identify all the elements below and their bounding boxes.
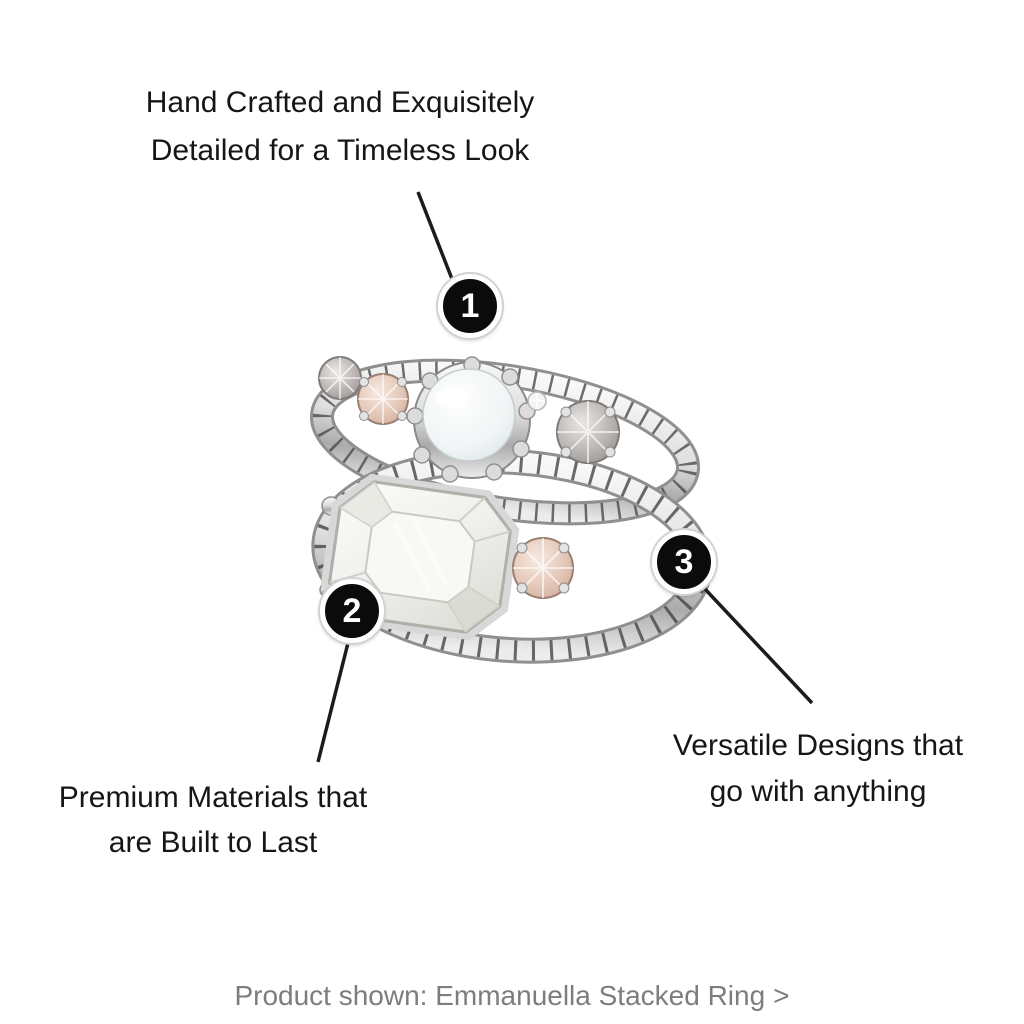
badge-number: 2 bbox=[342, 591, 362, 630]
feature-line: Versatile Designs that bbox=[672, 729, 964, 762]
side-crystal-gray-left bbox=[319, 357, 361, 399]
side-crystal-champagne-left bbox=[358, 374, 408, 424]
feature-text-versatile-designs bbox=[608, 723, 1024, 815]
pearl-stone bbox=[423, 369, 515, 461]
callout-badge-2 bbox=[320, 579, 384, 643]
champagne-crystal-bottom bbox=[513, 538, 573, 598]
callout-badge-3 bbox=[652, 530, 716, 594]
side-crystal-gray-right bbox=[557, 401, 619, 463]
callout-badge-1 bbox=[438, 274, 502, 338]
feature-line: are Built to Last bbox=[108, 826, 318, 859]
feature-line: Detailed for a Timeless Look bbox=[150, 134, 530, 167]
badge-number: 1 bbox=[460, 286, 480, 325]
feature-text-premium-materials bbox=[3, 775, 423, 865]
badge-number: 3 bbox=[674, 542, 694, 581]
leader-line-1 bbox=[418, 192, 452, 279]
feature-text-handcrafted bbox=[120, 79, 560, 175]
feature-line: Premium Materials that bbox=[58, 781, 368, 814]
leader-line-2 bbox=[318, 643, 348, 762]
feature-line: go with anything bbox=[709, 775, 927, 808]
sparkle-crystal bbox=[528, 392, 546, 410]
product-link[interactable] bbox=[0, 981, 1024, 1011]
leader-line-3 bbox=[705, 589, 812, 703]
feature-line: Hand Crafted and Exquisitely bbox=[145, 86, 535, 119]
chevron-right-icon[interactable]: > bbox=[773, 980, 790, 1011]
product-link-label[interactable]: Product shown: Emmanuella Stacked Ring bbox=[234, 980, 766, 1011]
